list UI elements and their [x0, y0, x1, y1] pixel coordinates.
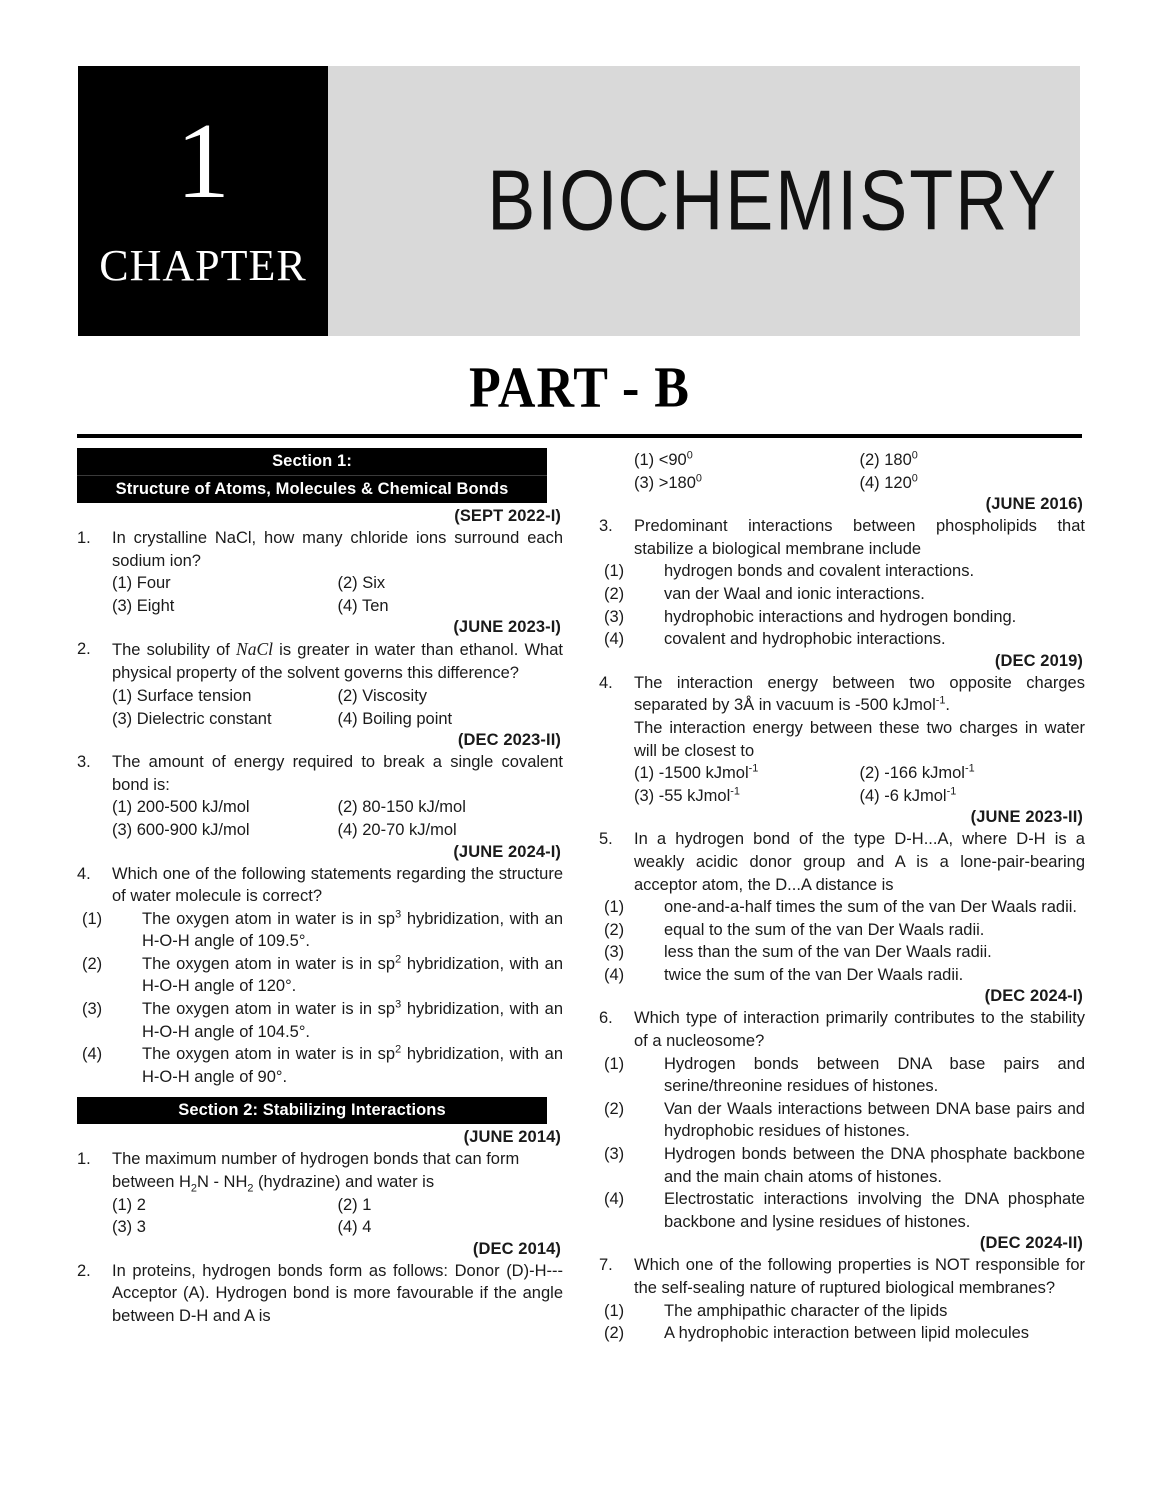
question-body	[634, 449, 1085, 494]
option-text: The amphipathic character of the lipids	[664, 1301, 948, 1320]
exam-tag: (DEC 2019)	[994, 651, 1083, 670]
section-1-title: Section 1:	[272, 452, 352, 470]
option-label: (3)	[604, 607, 625, 626]
option[interactable]: (3) Dielectric constant	[112, 709, 272, 728]
option[interactable]	[634, 762, 860, 785]
option[interactable]	[82, 1043, 563, 1088]
option-row	[112, 685, 563, 708]
superscript: 2	[395, 1043, 402, 1056]
subscript: 2	[247, 1182, 254, 1195]
option-row	[634, 762, 1085, 785]
option[interactable]: (2) Viscosity	[337, 686, 428, 705]
header-divider	[77, 434, 1082, 440]
option-row	[112, 1194, 563, 1217]
question-item	[77, 638, 563, 730]
option[interactable]: (3) 3	[112, 1218, 146, 1237]
question-item	[599, 672, 1085, 808]
option[interactable]	[604, 628, 1085, 651]
superscript: -1	[730, 785, 740, 798]
question-number: 2.	[77, 1261, 91, 1280]
option-label: (3)	[82, 1000, 103, 1019]
carryover-options	[599, 449, 1085, 494]
superscript: 3	[395, 908, 402, 921]
question-text: In crystalline NaCl, how many chloride ions surround each sodium ion?	[112, 529, 563, 570]
question-item	[599, 1254, 1085, 1344]
option-label: (4)	[82, 1045, 103, 1064]
question-text	[112, 1148, 563, 1193]
option-text: Electrostatic interactions involving the DNA phosphate backbone and lysine residues of histones.	[664, 1190, 1085, 1231]
option-text: The oxygen atom in water is in sp	[142, 1045, 396, 1064]
question-body	[112, 1148, 563, 1238]
formula-nacl: NaCl	[236, 639, 273, 660]
option[interactable]: (4) Ten	[337, 596, 389, 615]
exam-tag: (JUNE 2023-I)	[453, 618, 561, 637]
question-text: The amount of energy required to break a single covalent bond is:	[112, 753, 563, 794]
question-item	[599, 1007, 1085, 1233]
option[interactable]: (1) 200-500 kJ/mol	[112, 798, 250, 817]
subject-title-box	[328, 66, 1080, 336]
superscript: 0	[686, 449, 693, 462]
option-row	[112, 796, 563, 819]
option-row	[634, 449, 1085, 472]
option[interactable]	[634, 785, 860, 808]
exam-tag: (JUNE 2014)	[463, 1128, 561, 1147]
superscript: -1	[964, 762, 975, 775]
superscript: -1	[935, 694, 946, 707]
option-label: (4)	[604, 965, 625, 984]
option-text: Hydrogen bonds between the DNA phosphate backbone and the main chain atoms of histones.	[664, 1145, 1085, 1186]
option[interactable]	[860, 762, 1086, 785]
option[interactable]: (2) 1	[337, 1195, 372, 1214]
option-text: hybridization, with an H-O-H angle of 104.5°.	[142, 1000, 563, 1041]
option[interactable]	[604, 1143, 1085, 1188]
option-text: The oxygen atom in water is in sp	[142, 1000, 396, 1019]
exam-tag: (DEC 2023-II)	[457, 731, 561, 750]
option[interactable]: (3) Eight	[112, 596, 175, 615]
section-2-title: Section 2: Stabilizing Interactions	[178, 1101, 446, 1120]
question-text: Predominant interactions between phospholipids that stabilize a biological membrane include	[634, 517, 1085, 558]
option[interactable]: (2) 80-150 kJ/mol	[337, 798, 466, 817]
question-body	[604, 515, 1085, 651]
option[interactable]	[82, 908, 563, 953]
chapter-banner	[78, 66, 1080, 336]
question-number: 3.	[599, 517, 613, 536]
question-item	[599, 828, 1085, 986]
question-text: Which one of the following statements regarding the structure of water molecule is correct?	[112, 864, 563, 906]
question-text: In proteins, hydrogen bonds form as follows: Donor (D)-H---Acceptor (A). Hydrogen bond is more favourable if the angle between D-H and A is	[112, 1261, 563, 1325]
question-text-part: is greater in water than ethanol. What physical property of the solvent governs this difference?	[112, 641, 563, 683]
question-body	[112, 638, 563, 730]
option-text: less than the sum of the van Der Waals radii.	[664, 943, 992, 962]
question-body	[634, 672, 1085, 808]
spacer-number	[599, 449, 634, 494]
option[interactable]	[634, 472, 860, 495]
option-text: covalent and hydrophobic interactions.	[664, 630, 946, 649]
option[interactable]	[82, 953, 563, 998]
option-label: (1)	[604, 562, 625, 581]
superscript: 2	[395, 953, 402, 966]
option-text: twice the sum of the van Der Waals radii.	[664, 965, 964, 984]
question-text-part: .	[945, 696, 950, 715]
question-body	[604, 1007, 1085, 1233]
option-text: hydrophobic interactions and hydrogen bonding.	[664, 607, 1017, 626]
question-text-part: The maximum number of hydrogen bonds that can form between H	[112, 1150, 520, 1192]
option[interactable]	[82, 998, 563, 1043]
option-label: (1)	[604, 1301, 625, 1320]
option[interactable]: (1) Four	[112, 574, 171, 593]
option-text: (4) -6 kJmol	[859, 786, 947, 805]
option-text: (1) <90	[634, 451, 687, 469]
spacer	[77, 1088, 563, 1097]
question-number: 3.	[77, 753, 91, 772]
option-row	[112, 572, 563, 595]
option-label: (1)	[604, 898, 625, 917]
question-item	[77, 1148, 563, 1238]
option-label: (3)	[604, 943, 625, 962]
question-text-part: (hydrazine) and water is	[253, 1173, 435, 1192]
exam-tag: (DEC 2014)	[472, 1239, 561, 1258]
exam-tag: (SEPT 2022-I)	[454, 507, 561, 525]
option[interactable]	[604, 1322, 1085, 1345]
question-number: 5.	[599, 830, 613, 849]
chapter-label: CHAPTER	[99, 241, 307, 290]
option[interactable]: (1) 2	[112, 1195, 146, 1214]
question-text-continued: The interaction energy between these two charges in water will be closest to	[634, 718, 1085, 760]
option-text: The oxygen atom in water is in sp	[142, 909, 396, 928]
option-label: (2)	[604, 920, 625, 939]
option[interactable]	[604, 1098, 1085, 1143]
option[interactable]	[604, 1300, 1085, 1323]
option-row	[112, 1216, 563, 1239]
subscript: 2	[190, 1182, 197, 1195]
option-text: hybridization, with an H-O-H angle of 90°.	[142, 1045, 563, 1086]
question-text-part: The interaction energy between two opposite charges separated by 3Å in vacuum is -500 kJmol	[634, 673, 1085, 715]
left-column	[77, 448, 563, 1345]
option[interactable]	[860, 785, 1086, 808]
option[interactable]	[604, 1188, 1085, 1233]
exam-tag: (JUNE 2016)	[985, 495, 1083, 514]
part-heading: PART - B	[469, 356, 690, 420]
option-text: (4) 120	[859, 473, 912, 492]
option-text: hybridization, with an H-O-H angle of 120°.	[142, 954, 563, 996]
option[interactable]: (1) Surface tension	[112, 686, 252, 705]
section-1-subtitle: Structure of Atoms, Molecules & Chemical Bonds	[77, 475, 547, 503]
option-label: (3)	[604, 1145, 625, 1164]
option-text: Van der Waals interactions between DNA base pairs and hydrophobic residues of histones.	[664, 1099, 1085, 1141]
option-text: (3) >180	[634, 473, 696, 492]
question-body	[604, 828, 1085, 986]
chapter-number-box	[78, 66, 328, 336]
question-item	[77, 863, 563, 1089]
superscript: 0	[911, 449, 918, 462]
question-item	[77, 1260, 563, 1328]
question-text	[112, 638, 563, 685]
question-item	[77, 527, 563, 617]
superscript: -1	[748, 762, 759, 775]
superscript: 0	[911, 472, 918, 485]
question-number: 4.	[599, 673, 613, 692]
option[interactable]	[604, 919, 1085, 942]
question-body	[112, 527, 563, 617]
question-body	[112, 751, 563, 841]
option-text: The oxygen atom in water is in sp	[142, 954, 396, 973]
question-item	[77, 751, 563, 841]
question-number: 1.	[77, 529, 91, 547]
option-text: hydrogen bonds and covalent interactions.	[664, 562, 975, 581]
option[interactable]	[604, 896, 1085, 919]
option-text: A hydrophobic interaction between lipid molecules	[664, 1324, 1030, 1343]
option-text: hybridization, with an H-O-H angle of 109.5°.	[142, 909, 563, 951]
option[interactable]	[604, 1053, 1085, 1098]
superscript: 0	[695, 472, 702, 485]
question-number: 4.	[77, 864, 91, 883]
option-label: (2)	[604, 584, 625, 603]
question-number: 7.	[599, 1256, 613, 1275]
question-number: 2.	[77, 640, 91, 659]
option[interactable]	[604, 583, 1085, 606]
question-columns	[0, 448, 1159, 1345]
option-text: (2) 180	[859, 451, 912, 469]
option-row	[634, 472, 1085, 495]
question-body	[112, 1260, 563, 1328]
section-2-header	[77, 1097, 547, 1124]
option[interactable]: (2) Six	[337, 574, 386, 593]
option[interactable]	[604, 606, 1085, 629]
question-number: 1.	[77, 1150, 91, 1169]
superscript: -1	[946, 785, 957, 798]
option-text: (2) -166 kJmol	[859, 764, 965, 783]
option[interactable]	[634, 449, 860, 472]
option[interactable]: (4) 4	[337, 1218, 372, 1237]
option[interactable]	[860, 449, 1086, 472]
option[interactable]	[604, 560, 1085, 583]
section-1-header	[77, 448, 547, 503]
question-number: 6.	[599, 1009, 613, 1028]
option[interactable]	[604, 941, 1085, 964]
exam-tag: (JUNE 2023-II)	[970, 808, 1083, 827]
question-text: In a hydrogen bond of the type D-H...A, where D-H is a weakly acidic donor group and A is a lone-pair-bearing acceptor atom, the D...A distance is	[634, 830, 1085, 894]
option-text: van der Waal and ionic interactions.	[664, 584, 925, 603]
option-row	[112, 708, 563, 731]
option-text: Hydrogen bonds between DNA base pairs and serine/threonine residues of histones.	[664, 1054, 1085, 1096]
option-row	[112, 819, 563, 842]
subject-title: BIOCHEMISTRY	[487, 153, 1058, 249]
option-label: (2)	[604, 1324, 625, 1343]
option[interactable]: (3) 600-900 kJ/mol	[112, 820, 250, 839]
question-item	[599, 515, 1085, 651]
option-text: one-and-a-half times the sum of the van Der Waals radii.	[664, 898, 1077, 917]
superscript: 3	[395, 998, 402, 1011]
option-row	[634, 785, 1085, 808]
option-label: (1)	[604, 1054, 625, 1073]
question-text: Which type of interaction primarily contributes to the stability of a nucleosome?	[634, 1009, 1085, 1051]
option[interactable]: (4) 20-70 kJ/mol	[337, 820, 457, 839]
option-label: (2)	[82, 954, 103, 973]
question-body	[604, 1254, 1085, 1344]
exam-tag: (DEC 2024-II)	[979, 1234, 1083, 1253]
question-text: Which one of the following properties is NOT responsible for the self-sealing nature of ruptured biological membranes?	[634, 1256, 1085, 1297]
question-body	[82, 863, 563, 1089]
exam-tag: (DEC 2024-I)	[984, 987, 1083, 1006]
option-label: (2)	[604, 1099, 625, 1118]
option-row	[112, 595, 563, 618]
option[interactable]: (4) Boiling point	[337, 709, 453, 728]
question-text-part: N - NH	[196, 1173, 248, 1192]
chapter-number: 1	[176, 102, 230, 221]
option-label: (1)	[82, 909, 103, 928]
option-label: (4)	[604, 1190, 625, 1209]
option-text: equal to the sum of the van Der Waals radii.	[664, 920, 985, 939]
right-column	[599, 448, 1085, 1345]
exam-tag: (JUNE 2024-I)	[453, 842, 561, 861]
option-text: (1) -1500 kJmol	[634, 764, 749, 783]
option[interactable]	[604, 964, 1085, 987]
question-text	[634, 672, 1085, 717]
option-text: (3) -55 kJmol	[634, 786, 731, 805]
question-text-part: The solubility of	[112, 641, 237, 660]
option-label: (4)	[604, 630, 625, 649]
option[interactable]	[860, 472, 1086, 495]
